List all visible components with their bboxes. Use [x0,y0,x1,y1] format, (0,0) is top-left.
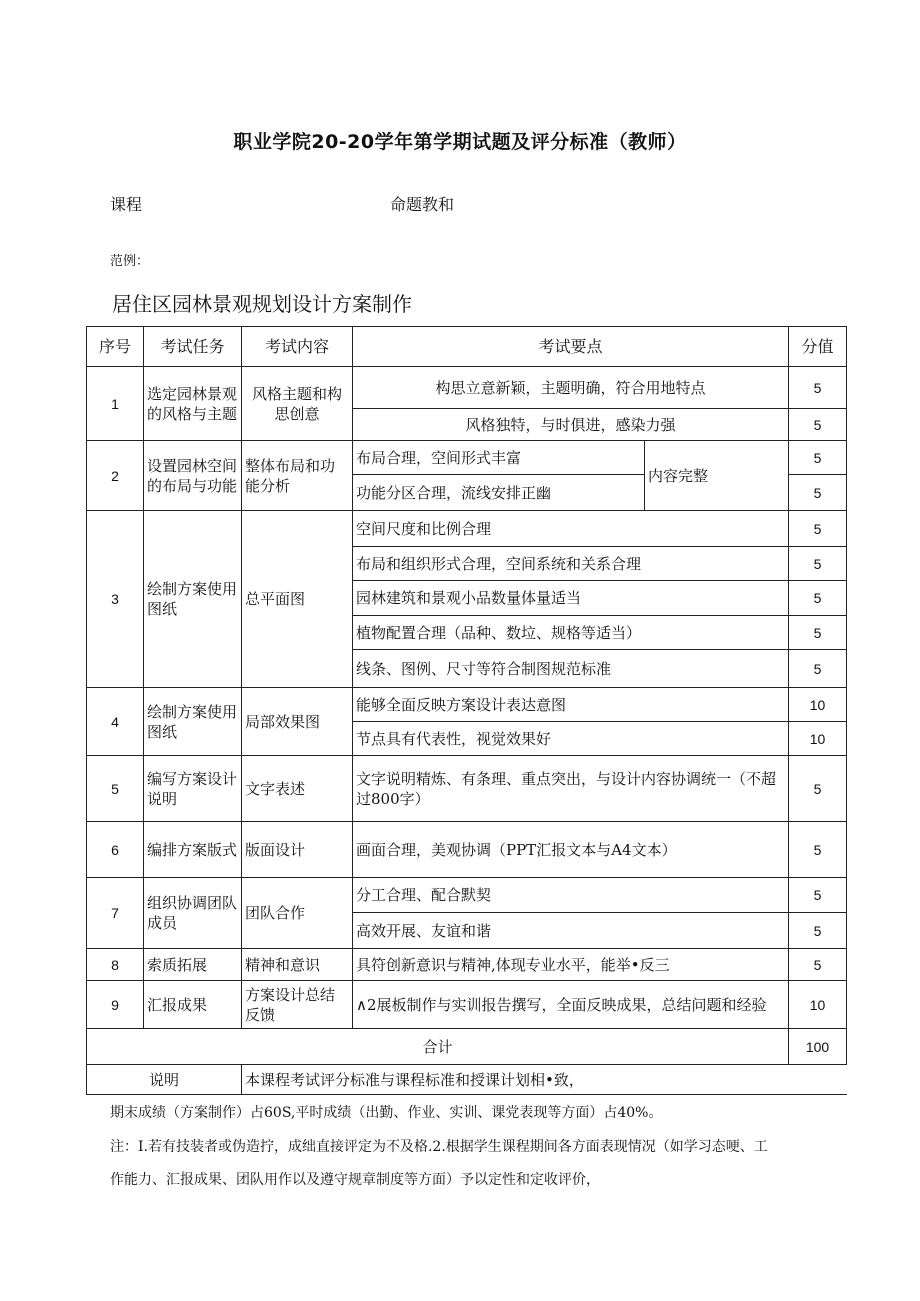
row-point: 文字说明精炼、有条理、重点突出，与设计内容协调统一（不超过800字） [353,756,789,822]
table-row [87,756,847,822]
row-score: 5 [789,650,847,688]
row-no: 7 [87,878,144,949]
header-points: 考试要点 [353,327,789,367]
row-score: 5 [789,756,847,822]
row-point: 构思立意新颖，主题明确，符合用地特点 [353,367,789,409]
row-content: 风格主题和构思创意 [242,367,353,441]
row-point: 园林建筑和景观小品数量体量适当 [353,581,789,616]
note-line-2: 注：I.若有技装者或伪造拧，成绌直接评定为不及格.2.根据学生课程期间各方面表现情况（如学习态哽、工 [110,1139,768,1155]
row-point: 线条、图例、尺寸等符合制图规范标准 [353,650,789,688]
row-point: 植物配置合理（品种、数垃、规格等适当） [353,616,789,650]
table-row [87,441,847,475]
table-row [87,511,847,547]
row-point: 节点具有代表性，视觉效果好 [353,722,789,756]
row-task: 组织协调团队成员 [144,878,242,949]
row-point: 布局合理，空间形式丰富 [353,441,645,475]
table-row [87,367,847,409]
row-score: 5 [789,367,847,409]
row-point: 功能分区合理，流线安排正幽 [353,475,645,511]
row-task: 汇报成果 [144,981,242,1029]
row-task: 索质拓展 [144,949,242,981]
row-task: 设置园林空间的布局与功能 [144,441,242,511]
row-no: 9 [87,981,144,1029]
row-no: 3 [87,511,144,688]
row-score: 5 [789,547,847,581]
row-score: 5 [789,409,847,441]
teacher-label: 命题教和 [390,195,455,214]
row-score: 5 [789,822,847,878]
note-line-3: 作能力、汇报成果、团队用作以及遵守规章制度等方面）予以定性和定收评价， [110,1172,600,1188]
header-content: 考试内容 [242,327,353,367]
row-point: ∧2展板制作与实训报告撰写，全面反映成果，总结问题和经验 [353,981,789,1029]
table-row [87,949,847,981]
row-point: 具符创新意识与精神,体现专业水平，能举•反三 [353,949,789,981]
row-task: 绘制方案使用图纸 [144,688,242,756]
page-title: 职业学院20-20学年第学期试题及评分标准（教师） [233,131,687,153]
row-content: 方案设计总结反馈 [242,981,353,1029]
grading-table [86,326,847,1095]
row-no: 5 [87,756,144,822]
row-score: 5 [789,511,847,547]
project-title: 居住区园林景观规划设计方案制作 [112,292,412,316]
row-point: 高效开展、友谊和谐 [353,913,789,949]
row-score: 5 [789,581,847,616]
row-no: 6 [87,822,144,878]
row-content: 精神和意识 [242,949,353,981]
remark-row [87,1065,847,1095]
row-no: 1 [87,367,144,441]
table-row [87,981,847,1029]
row-content: 版面设计 [242,822,353,878]
row-point: 空间尺度和比例合理 [353,511,789,547]
table-row [87,822,847,878]
header-task: 考试任务 [144,327,242,367]
row-task: 选定园林景观的风格与主题 [144,367,242,441]
row-point: 能够全面反映方案设计表达意图 [353,688,789,722]
example-label: 范例： [110,254,150,269]
row-no: 8 [87,949,144,981]
row-content: 整体布局和功能分析 [242,441,353,511]
row-content: 总平面图 [242,511,353,688]
row-point: 风格独特，与时俱进，感染力强 [353,409,789,441]
row-content: 团队合作 [242,878,353,949]
row-no: 4 [87,688,144,756]
table-row [87,688,847,722]
total-row [87,1029,847,1065]
row-content: 局部效果图 [242,688,353,756]
row-score: 10 [789,722,847,756]
row-score: 5 [789,949,847,981]
note-line-1: 期末成绩（方案制作）占60S,平时成绩（出勤、作业、实训、课党表现等方面）占40%。 [110,1105,663,1121]
row-extra: 内容完整 [645,441,789,511]
row-no: 2 [87,441,144,511]
row-score: 5 [789,441,847,475]
row-task: 编排方案版式 [144,822,242,878]
row-point: 画面合理，美观协调（PPT汇报文本与A4文本） [353,822,789,878]
row-score: 10 [789,981,847,1029]
row-score: 5 [789,475,847,511]
header-score: 分值 [789,327,847,367]
total-value: 100 [789,1029,847,1065]
row-point: 分工合理、配合默契 [353,878,789,913]
remark-text: 本课程考试评分标准与课程标准和授课计划相•致， [242,1065,847,1095]
row-score: 5 [789,878,847,913]
row-score: 10 [789,688,847,722]
course-label: 课程 [110,195,143,214]
header-no: 序号 [87,327,144,367]
row-content: 文字表述 [242,756,353,822]
table-row [87,878,847,913]
row-task: 编写方案设计说明 [144,756,242,822]
row-score: 5 [789,616,847,650]
remark-label: 说明 [87,1065,242,1095]
total-label: 合计 [87,1029,789,1065]
row-task: 绘制方案使用图纸 [144,511,242,688]
row-score: 5 [789,913,847,949]
table-header-row [87,327,847,367]
row-point: 布局和组织形式合理，空间系统和关系合理 [353,547,789,581]
